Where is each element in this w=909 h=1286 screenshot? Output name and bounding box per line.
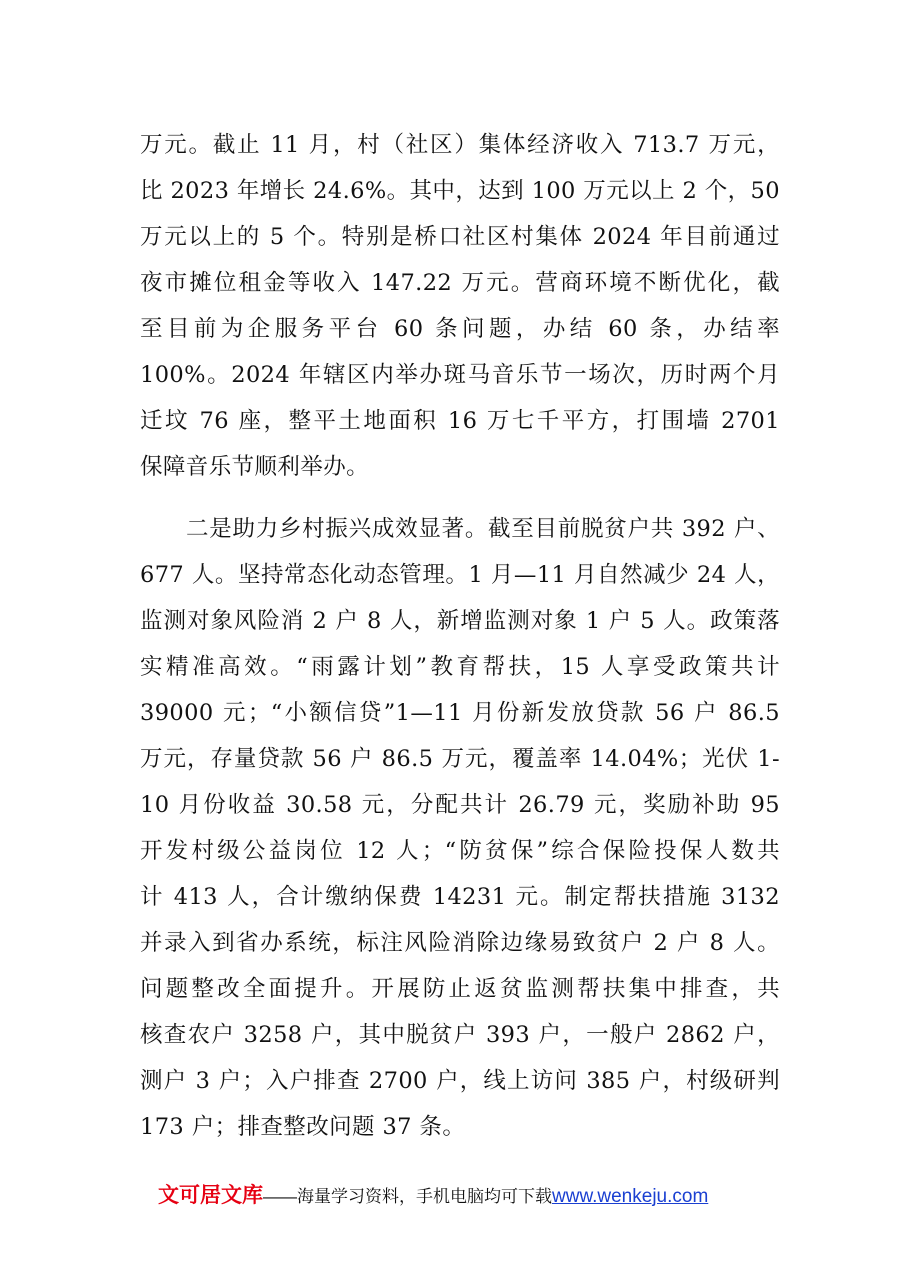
text-line: 比 2023 年增长 24.6%。其中，达到 100 万元以上 2 个，50 (140, 178, 780, 204)
paragraph-1 (140, 122, 780, 490)
footer-link[interactable]: www.wenkeju.com (552, 1186, 709, 1207)
text-line: 计 413 人，合计缴纳保费 14231 元。制定帮扶措施 3132 (140, 884, 780, 910)
document-body (140, 122, 780, 1150)
text-line: 万元，存量贷款 56 户 86.5 万元，覆盖率 14.04%；光伏 1- (140, 746, 780, 772)
text-line: 10 月份收益 30.58 元，分配共计 26.79 元，奖励补助 95 (140, 792, 780, 818)
text-line: 测户 3 户；入户排查 2700 户，线上访问 385 户，村级研判 (140, 1068, 780, 1094)
footer-tagline: ——海量学习资料，手机电脑均可下载 (263, 1187, 552, 1206)
text-line: 39000 元；“小额信贷”1—11 月份新发放贷款 56 户 86.5 (140, 700, 780, 726)
text-line: 万元。截止 11 月，村（社区）集体经济收入 713.7 万元， (140, 132, 780, 158)
text-line: 实精准高效。“雨露计划”教育帮扶，15 人享受政策共计 (140, 654, 780, 680)
footer-watermark (158, 1180, 778, 1212)
text-line: 开发村级公益岗位 12 人；“防贫保”综合保险投保人数共 (140, 838, 780, 864)
text-line: 100%。2024 年辖区内举办斑马音乐节一场次，历时两个月 (140, 362, 780, 388)
paragraph-2 (140, 506, 780, 1150)
text-line: 夜市摊位租金等收入 147.22 万元。营商环境不断优化，截 (140, 270, 780, 296)
text-line: 677 人。坚持常态化动态管理。1 月—11 月自然减少 24 人， (140, 562, 780, 588)
text-line: 173 户；排查整改问题 37 条。 (140, 1114, 466, 1140)
text-line: 保障音乐节顺利举办。 (140, 454, 370, 480)
text-line: 并录入到省办系统，标注风险消除边缘易致贫户 2 户 8 人。 (140, 930, 780, 956)
text-line: 迁坟 76 座，整平土地面积 16 万七千平方，打围墙 2701 (140, 408, 780, 434)
footer-brand: 文可居文库 (158, 1184, 263, 1207)
text-line: 监测对象风险消 2 户 8 人，新增监测对象 1 户 5 人。政策落 (140, 608, 780, 634)
text-line: 二是助力乡村振兴成效显著。截至目前脱贫户共 392 户、 (186, 516, 780, 542)
text-line: 万元以上的 5 个。特别是桥口社区村集体 2024 年目前通过 (140, 224, 780, 250)
text-line: 问题整改全面提升。开展防止返贫监测帮扶集中排查，共 (140, 976, 780, 1002)
text-line: 核查农户 3258 户，其中脱贫户 393 户，一般户 2862 户， (140, 1022, 780, 1048)
paragraph-spacer (140, 490, 780, 506)
text-line: 至目前为企服务平台 60 条问题，办结 60 条，办结率 (140, 316, 780, 342)
